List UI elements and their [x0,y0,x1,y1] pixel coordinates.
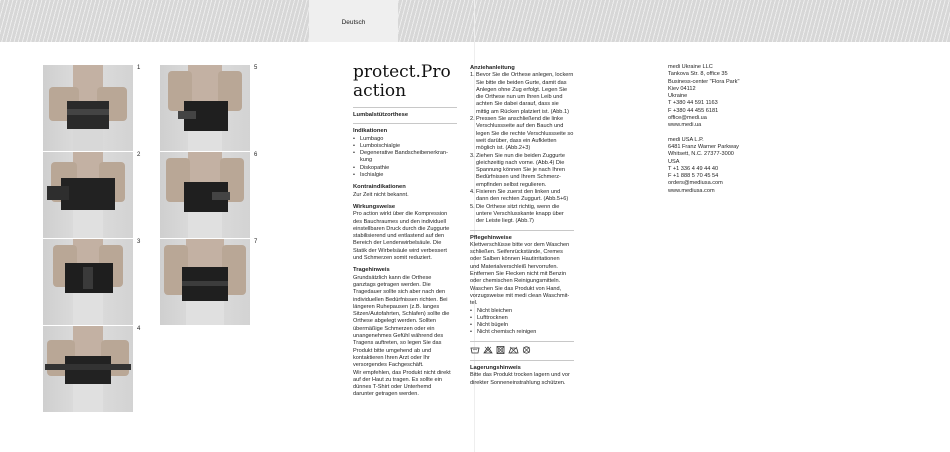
figure-4-number: 4 [137,326,141,332]
anziehanleitung-heading: Anziehanleitung [470,65,515,71]
list-item: • Nicht bügeln [470,322,574,329]
text-line: oder chemischen Reinigungsmitteln. [470,278,561,285]
text-line: weit darüber, dass ein Aufkletten [476,137,557,144]
text-line: und Materialverschleiß hervorrufen. [470,263,558,270]
text-line: direkter Sonneneinstrahlung schützen. [470,379,566,386]
instructions-column [470,65,574,387]
step-number: 2. [470,116,475,123]
section-rule [470,341,574,342]
figure-4-photo [43,326,133,412]
product-subtitle: Lumbalstützorthese [353,112,409,118]
pflegehinweise-heading: Pflegehinweise [470,234,512,241]
step-number: 3. [470,152,475,159]
text-line: Sitzen/Autofahrten, Schlafen) sollte die [353,311,450,318]
no-tumble-dry-icon [496,346,505,356]
no-dry-clean-icon [522,346,531,356]
step-number: 5. [470,203,475,210]
figure-6-number: 6 [254,152,258,158]
wirkungsweise-text [353,211,457,262]
text-line: Orthese abgelegt werden. Sollten [353,318,437,325]
text-line: Statik der Wirbelsäule wird verbessert [353,247,447,254]
product-title-line1: protect.Pro [353,62,451,82]
text-line: Grundsätzlich kann die Orthese [353,274,432,281]
text-line: ganztags getragen werden. Die [353,281,431,288]
text-line: Entfernen Sie Flecken nicht mit Benzin [470,271,567,278]
text-line: Fixieren Sie zuerst den linken und [476,189,561,196]
figure-2-number: 2 [137,152,141,158]
text-line: legen Sie die rechte Verschlussseite so [476,130,574,137]
text-line: T +1 336 4 49 44 40 [668,165,719,172]
text-line: Tankova Str. 8, office 35 [668,71,728,78]
text-line: Bevor Sie die Orthese anlegen, lockern [476,72,574,79]
text-line: 6481 Franz Warner Parkway [668,143,739,150]
text-line: empfinden selbst regulieren. [476,181,547,188]
anziehanleitung-steps [470,72,574,225]
text-line: F +380 44 455 6181 [668,107,719,114]
text-line: die Orthese nun um Ihren Leib und [476,94,563,101]
text-line: Bereich der Lendenwirbelsäule. Die [353,240,442,247]
text-line: tel. [470,300,478,307]
no-iron-icon [508,346,519,356]
text-line: Sie bitte die beiden Gurte, damit das [476,79,567,86]
list-item: • Ischialgie [353,172,457,179]
text-line: achten Sie dabei darauf, dass sie [476,101,559,108]
text-line: unangenehmes Gefühl während des [353,333,444,340]
text-line: Verschlussseite auf den Bauch und [476,123,564,130]
text-line: Klettverschlüsse bitte vor dem Waschen [470,241,570,248]
text-line: Bitte das Produkt trocken lagern und vor [470,372,570,379]
text-line: medi Ukraine LLC [668,64,713,70]
text-line: Die Orthese sitzt richtig, wenn die [476,203,560,210]
step-number: 4. [470,189,475,196]
text-line: und Schmerzen somit reduziert. [353,255,432,262]
step-item [470,72,574,116]
text-line: auf der Haut zu tragen. Es sollte ein [353,376,442,383]
language-label: Deutsch [341,18,366,26]
text-line: Whitsett, N.C. 27377-3000 [668,151,734,158]
tragehinweis-heading: Tragehinweis [353,267,390,274]
header-pattern-right [398,0,950,42]
text-line: stabilisierend und entlastend auf den [353,233,445,240]
list-item: • Lumboischialgie [353,143,457,150]
list-item: • Lumbago [353,136,457,143]
no-bleach-icon [483,346,493,356]
figure-1-photo [43,65,133,151]
list-item: • Lufttrocknen [470,315,574,322]
text-line: Kiev 04112 [668,85,696,92]
pflegehinweise-text [470,242,574,308]
text-line: oder Salben können Hautirritationen [470,256,560,263]
text-line: Tragens auftreten, so legen Sie das [353,340,442,347]
website-link[interactable]: www.medi.ua [668,122,702,129]
email-link[interactable]: office@medi.ua [668,115,707,122]
step-item [470,116,574,152]
figure-2-photo [43,152,133,238]
product-title-line2: action [353,81,407,101]
text-line: mittig am Rücken platziert ist. (Abb.1) [476,108,569,115]
indikationen-list [353,136,457,158]
section-rule [470,360,574,361]
text-line: USA [668,158,680,165]
text-line: Ziehen Sie nun die beiden Zuggurte [476,152,565,159]
wirkungsweise-heading: Wirkungsweise [353,203,396,210]
text-line: längeren Ruhepausen (z.B. langes [353,303,440,310]
figure-5-number: 5 [254,65,258,71]
contacts-column [668,64,778,195]
text-line: F +1 888 5 70 45 54 [668,173,719,180]
figure-1-number: 1 [137,65,141,71]
list-item: • Nicht bleichen [470,308,574,315]
text-line: möglich ist. (Abb.2+3) [476,145,531,152]
tragehinweis-text [353,275,457,399]
kontraindikationen-heading: Kontraindikationen [353,184,406,191]
list-item: • Nicht chemisch reinigen [470,329,574,336]
title-rule [353,107,457,108]
figure-6-photo [160,152,250,238]
indikationen-heading: Indikationen [353,128,388,135]
indikationen-continuation: kung [360,157,373,164]
product-column [353,63,457,399]
text-line: der Leiste liegt. (Abb.7) [476,218,534,225]
text-line: Produkt bitte umgehend ab und [353,347,432,354]
text-line: gleichzeitig nach vorne. (Abb.4) Die [476,159,565,166]
text-line: medi USA L.P. [668,136,704,143]
text-line: Wir empfehlen, das Produkt nicht direkt [353,369,451,376]
text-line: Pro action wirkt über die Kompression [353,211,448,218]
figure-3-photo [43,239,133,325]
text-line: individuellen Bedürfnissen richten. Bei [353,296,448,303]
text-line: Pressen Sie anschließend die linke [476,116,564,123]
text-line: Anlegen ohne Zug erfolgt. Legen Sie [476,86,568,93]
lagerungshinweis-heading: Lagerungshinweis [470,364,521,371]
care-list [470,308,574,337]
contact-spacer [668,130,778,137]
step-item [470,189,574,204]
figure-3-number: 3 [137,239,141,245]
text-line: Bedürfnissen und Ihrem Schmerz- [476,174,561,181]
section-rule [470,230,574,231]
step-item [470,153,574,189]
figure-5-photo [160,65,250,151]
figure-7-number: 7 [254,239,258,245]
text-line: Spannung können Sie je nach Ihren [476,167,565,174]
text-line: darunter getragen werden. [353,391,419,398]
list-item: • Degenerative Bandscheibenerkran- [353,150,457,157]
list-item: • Diskopathie [353,165,457,172]
indikationen-list-continued [353,165,457,180]
text-line: Tragedauer sollte sich aber nach den [353,289,446,296]
text-line: schließen. Seifenrückstände, Cremes [470,249,563,256]
text-line: T +380 44 591 1163 [668,100,718,107]
care-symbols [470,346,574,356]
text-line: einstellbaren Druck durch die Zuggurte [353,225,450,232]
text-line: versorgendes Fachgeschäft. [353,362,424,369]
text-line: Ukraine [668,93,688,100]
figure-7-photo [160,239,250,325]
text-line: des Bauchraumes und den individuell [353,218,446,225]
text-line: dünnes T-Shirt oder Unterhemd [353,384,432,391]
step-item [470,204,574,226]
website-link[interactable]: www.mediusa.com [668,187,715,194]
text-line: vorzugsweise mit medi clean Waschmit- [470,292,570,299]
handwash-icon [470,346,480,356]
text-line: übermäßige Schmerzen oder ein [353,325,435,332]
header-pattern-left [0,0,309,42]
kontraindikationen-text: Zur Zeit nicht bekannt. [353,191,409,198]
subtitle-rule [353,123,457,124]
language-tab[interactable] [309,0,398,42]
text-line: dann den rechten Zuggurt. (Abb.5+6) [476,196,569,203]
text-line: Business-center "Flora Park" [668,78,740,85]
text-line: Waschen Sie das Produkt von Hand, [470,285,562,292]
text-line: untere Verschlusskante knapp über [476,210,564,217]
contact-block-ukraine [668,64,778,130]
step-number: 1. [470,72,475,79]
email-link[interactable]: orders@mediusa.com [668,180,723,187]
contact-block-usa [668,137,778,195]
text-line: kontaktieren Ihren Arzt oder Ihr [353,354,430,361]
